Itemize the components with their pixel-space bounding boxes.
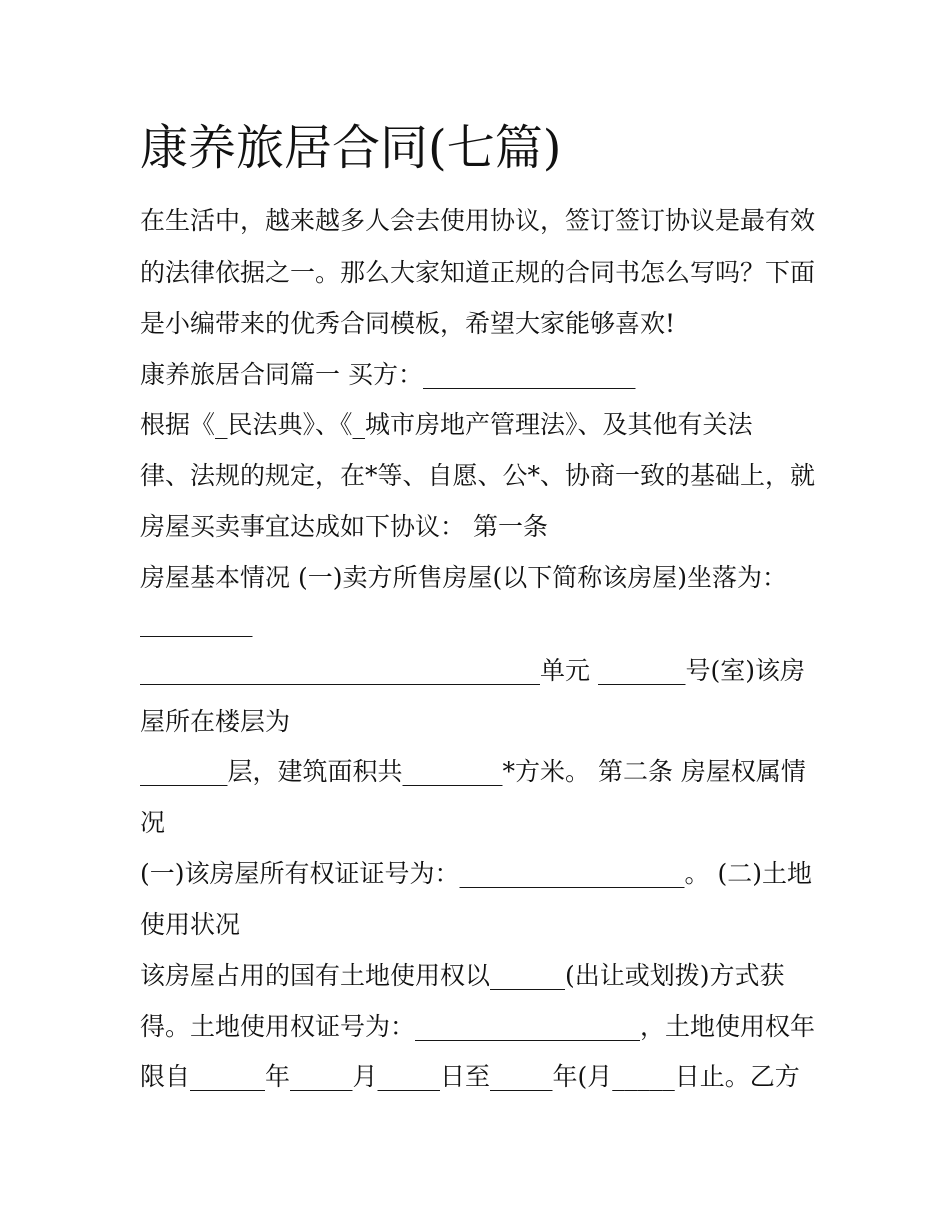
paragraph-line: 限自______年_____月_____日至_____年(月_____日止。乙方	[140, 1062, 800, 1091]
paragraph-line: 使用状况	[140, 910, 241, 939]
paragraph-line: _________	[140, 608, 253, 637]
paragraph-line: 是小编带来的优秀合同模板，希望大家能够喜欢!	[140, 309, 676, 338]
paragraph-line: 房屋基本情况 (一)卖方所售房屋(以下简称该房屋)坐落为：	[140, 563, 787, 592]
paragraph-line: 的法律依据之一。那么大家知道正规的合同书怎么写吗？下面	[140, 258, 816, 287]
paragraph-line: 房屋买卖事宜达成如下协议： 第一条	[140, 512, 548, 541]
paragraph-line: (一)该房屋所有权证证号为：__________________。 (二)土地	[140, 859, 812, 888]
paragraph-line: 康养旅居合同篇一 买方：_________________	[140, 360, 636, 389]
document-title: 康养旅居合同(七篇)	[140, 120, 562, 176]
paragraph-line: 得。土地使用权证号为：__________________，土地使用权年	[140, 1012, 816, 1041]
paragraph-line: 况	[140, 808, 166, 837]
paragraph-line: 律、法规的规定，在*等、自愿、公*、协商一致的基础上，就	[140, 461, 816, 490]
paragraph-line: 该房屋占用的国有土地使用权以______(出让或划拨)方式获	[140, 961, 785, 990]
paragraph-line: ________________________________单元 _______号(室)该房	[140, 656, 805, 685]
paragraph-line: 屋所在楼层为	[140, 707, 291, 736]
paragraph-line: 根据《_民法典》、《_城市房地产管理法》、及其他有关法	[140, 410, 753, 439]
paragraph-line: 在生活中，越来越多人会去使用协议，签订签订协议是最有效	[140, 206, 816, 235]
paragraph-line: _______层，建筑面积共________*方米。 第二条 房屋权属情	[140, 757, 806, 786]
